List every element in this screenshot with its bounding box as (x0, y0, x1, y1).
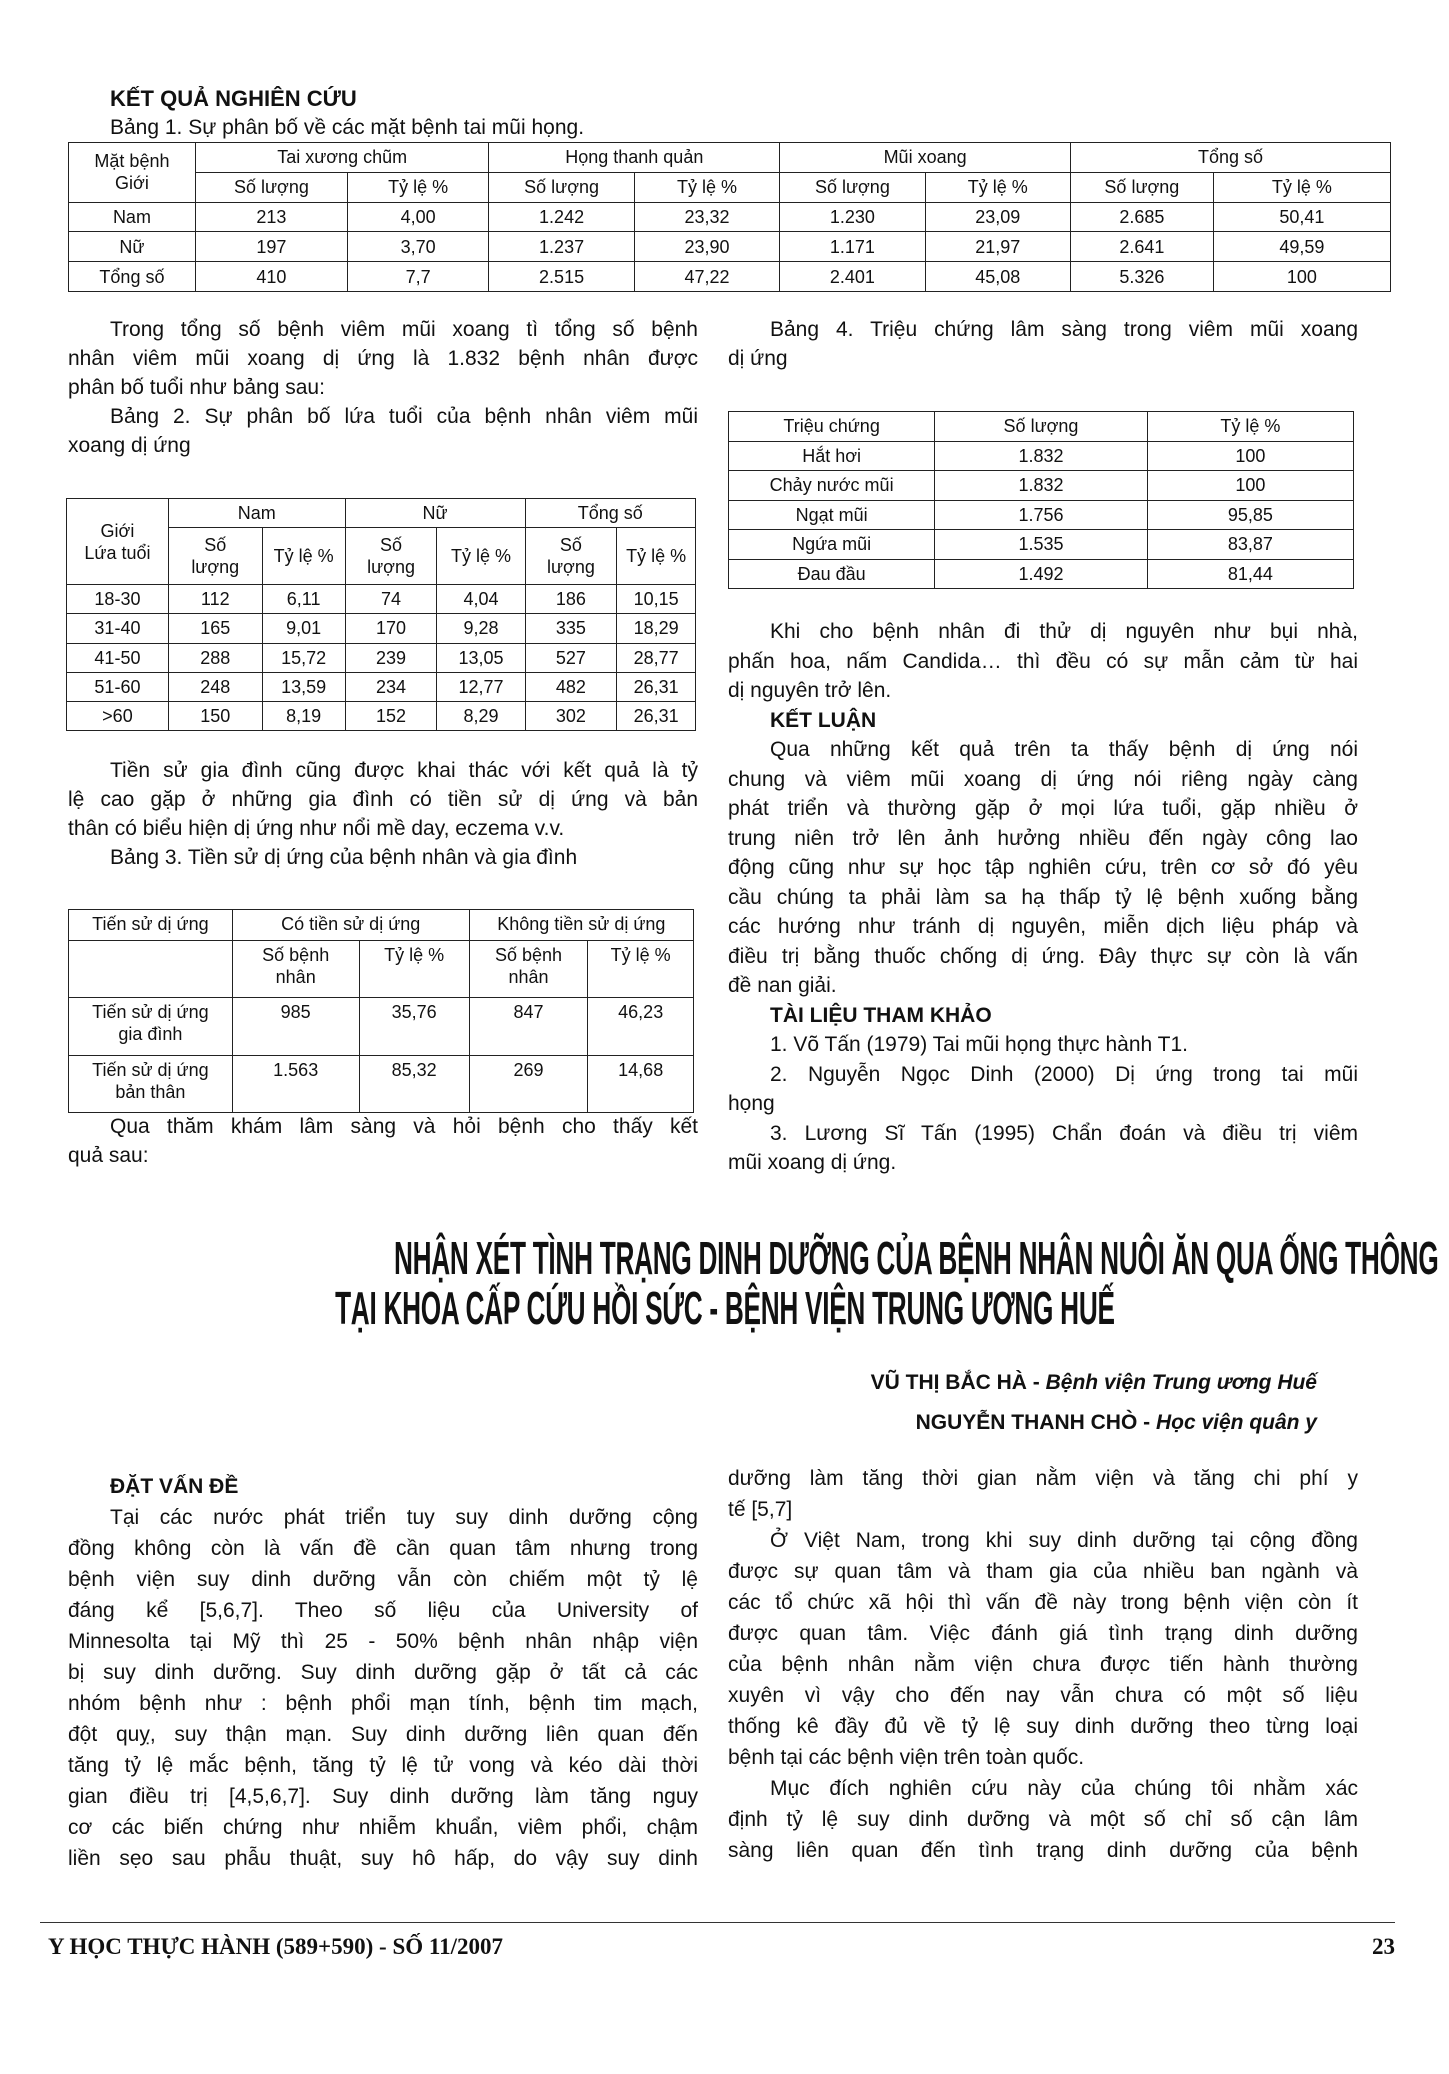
text-line: Ở Việt Nam, trong khi suy dinh dưỡng tại cộng đồng (770, 1529, 1358, 1552)
table-cell: 95,85 (1147, 500, 1353, 530)
article-title-line-2 (0, 1283, 1449, 1333)
table-cell: 23,32 (634, 202, 779, 232)
table-header-row (69, 143, 1391, 173)
table-cell: 482 (525, 672, 617, 701)
text-line: lệ cao gặp ở những gia đình có tiền sử dị ứng và bản (68, 788, 698, 811)
cell-line: Mặt bệnh (94, 151, 170, 172)
text-line: điều trị bằng thuốc chống dị ứng. Đây thực sự còn là vấn (728, 944, 1358, 968)
section-heading: KẾT LUẬN (770, 708, 877, 732)
table-cell: 100 (1213, 262, 1390, 292)
table-header-cell: Tỷ lệ % (437, 528, 525, 585)
table-header-cell (67, 499, 169, 585)
text-line: đáng kể [5,6,7]. Theo số liệu của University of (68, 1599, 698, 1622)
table-cell: 10,15 (617, 585, 696, 614)
table-cell: 335 (525, 614, 617, 643)
section-heading: ĐẶT VẤN ĐỀ (110, 1475, 239, 1498)
text-line: cầu chúng ta phải làm sa hạ thấp tỷ lệ bệnh xuống bằng (728, 885, 1358, 909)
table-cell: 45,08 (925, 262, 1070, 292)
table-header-cell: Tỷ lệ % (925, 172, 1070, 202)
table-cell: Ngứa mũi (729, 530, 935, 560)
table-cell: 152 (345, 701, 437, 730)
table-row (67, 672, 696, 701)
table-header-cell: Tỷ lệ % (1213, 172, 1390, 202)
cell-line: Giới (115, 173, 149, 194)
table-cell: 31-40 (67, 614, 169, 643)
text-line: Mục đích nghiên cứu này của chúng tôi nhằm xác (770, 1777, 1358, 1800)
table-cell: 50,41 (1213, 202, 1390, 232)
table-header-cell: Triệu chứng (729, 412, 935, 442)
table-cell: 9,28 (437, 614, 525, 643)
table-cell: 8,29 (437, 701, 525, 730)
table-cell: 21,97 (925, 232, 1070, 262)
table-header-cell: Tỷ lệ % (359, 941, 469, 998)
table-cell: 288 (168, 643, 262, 672)
author-name: NGUYỄN THANH CHÒ - (915, 1411, 1156, 1434)
table-cell: 8,19 (262, 701, 345, 730)
table-cell: Chảy nước mũi (729, 471, 935, 501)
table-allergy-history (68, 909, 694, 1113)
table-cell: 51-60 (67, 672, 169, 701)
table-cell: 6,11 (262, 585, 345, 614)
cell-line: nhân (508, 967, 549, 988)
table-cell: 100 (1147, 441, 1353, 471)
author-1 (871, 1369, 1317, 1397)
table-cell (69, 998, 233, 1055)
table-header-cell: Nam (168, 499, 345, 528)
section-heading-results: KẾT QUẢ NGHIÊN CỨU (110, 86, 357, 111)
table-row (729, 500, 1354, 530)
table-cell: 1.756 (935, 500, 1148, 530)
text-line: được quan tâm. Việc đánh giá tình trạng dinh dưỡng (728, 1622, 1358, 1645)
text-line: đồng không còn là vấn đề cần quan tâm nhưng trong (68, 1537, 698, 1560)
table-row (67, 614, 696, 643)
table-header-cell: Có tiền sử dị ứng (232, 910, 469, 941)
table-row (69, 1055, 694, 1112)
article-title-line-1 (0, 1233, 1449, 1283)
text-line: liền sẹo sau phẫu thuật, suy hô hấp, do vậy suy dinh (68, 1847, 698, 1870)
table-row (69, 262, 1391, 292)
table-cell: 269 (469, 1055, 588, 1112)
table-cell: 9,01 (262, 614, 345, 643)
text-line: được sự quan tâm và tham gia của nhiều ban ngành và (728, 1560, 1358, 1583)
table-cell: 985 (232, 998, 359, 1055)
table-header-row (69, 910, 694, 941)
left-text-block-3 (68, 1112, 698, 1170)
table-cell: Ngạt mũi (729, 500, 935, 530)
cell-line: Số (204, 535, 227, 556)
table-header-cell: Tỷ lệ % (588, 941, 694, 998)
author-name: VŨ THỊ BẮC HÀ - (870, 1371, 1046, 1394)
table-header-row (67, 499, 696, 528)
cell-line: Lứa tuổi (84, 542, 151, 563)
text-line: thống kê đầy đủ về tỷ lệ suy dinh dưỡng theo từng loại (728, 1715, 1358, 1738)
text-line: chung và viêm mũi xoang dị ứng nói riêng ngày càng (728, 767, 1358, 791)
cell-line: Số (380, 535, 403, 556)
text-line: gian điều trị [4,5,6,7]. Suy dinh dưỡng làm tăng nguy (68, 1785, 698, 1808)
table-cell: 165 (168, 614, 262, 643)
table-header-cell: Không tiền sử dị ứng (469, 910, 693, 941)
table-cell: 18,29 (617, 614, 696, 643)
table-cell: 5.326 (1071, 262, 1214, 292)
text-line: bệnh tại các bệnh viện trên toàn quốc. (728, 1746, 1085, 1769)
text-line: dị ứng (728, 347, 788, 370)
text-line: dưỡng làm tăng thời gian nằm viện và tăng chi phí y (728, 1467, 1358, 1490)
text-line: các hướng như tránh dị nguyên, miễn dịch liệu pháp và (728, 915, 1358, 938)
text-line: phân bố tuổi như bảng sau: (68, 376, 325, 399)
table-header-cell (232, 941, 359, 998)
article2-left-column (68, 1471, 698, 1874)
table-header-cell (69, 143, 196, 203)
table-row (69, 232, 1391, 262)
table-header-cell: Tiến sử dị ứng (69, 910, 233, 941)
text-line: Qua thăm khám lâm sàng và hỏi bệnh cho thấy kết (110, 1115, 698, 1138)
text-line: thân có biểu hiện dị ứng như nổi mề day, eczema v.v. (68, 817, 565, 840)
text-line: đột quỵ, suy thận mạn. Suy dinh dưỡng liên quan đến (68, 1723, 698, 1746)
table-header-cell (345, 528, 437, 585)
table-cell: 1.492 (935, 559, 1148, 589)
table-cell: 410 (195, 262, 347, 292)
text-line: xuyên vì vậy cho đến nay vẫn chưa có một số liệu (728, 1684, 1358, 1707)
table-cell: 1.171 (780, 232, 925, 262)
author-affiliation: Bệnh viện Trung ương Huế (1045, 1371, 1317, 1394)
table-header-cell: Tổng số (525, 499, 696, 528)
table-cell: 3,70 (347, 232, 488, 262)
table-cell: 1.237 (489, 232, 634, 262)
cell-line: lượng (546, 557, 595, 578)
table-cell: 2.685 (1071, 202, 1214, 232)
table-cell: 2.641 (1071, 232, 1214, 262)
table-header-row (729, 412, 1354, 442)
table-cell: 83,87 (1147, 530, 1353, 560)
text-line: Trong tổng số bệnh viêm mũi xoang tì tổng số bệnh (110, 318, 698, 341)
cell-line: Tiến sử dị ứng (92, 1059, 209, 1080)
table-row (729, 530, 1354, 560)
table-cell (69, 1055, 233, 1112)
table-cell: 18-30 (67, 585, 169, 614)
table-header-cell: Tỷ lệ % (617, 528, 696, 585)
table-header-cell: Tỷ lệ % (634, 172, 779, 202)
table-cell: 35,76 (359, 998, 469, 1055)
text-line: bệnh viện suy dinh dưỡng vẫn còn chiếm một tỷ lệ (68, 1568, 698, 1591)
table-header-row (69, 172, 1391, 202)
table-cell: >60 (67, 701, 169, 730)
table-row (729, 471, 1354, 501)
table-age-distribution (66, 498, 696, 731)
table-cell: 81,44 (1147, 559, 1353, 589)
cell-line: Giới (100, 520, 135, 541)
table-cell: 234 (345, 672, 437, 701)
table-cell: 302 (525, 701, 617, 730)
table-cell: 1.242 (489, 202, 634, 232)
table-header-cell: Tỷ lệ % (347, 172, 488, 202)
cell-line: nhân (275, 967, 316, 988)
table-cell: 1.832 (935, 471, 1148, 501)
table-cell: 74 (345, 585, 437, 614)
cell-line: gia đình (118, 1024, 183, 1045)
table-header-cell (525, 528, 617, 585)
table-header-cell: Họng thanh quản (489, 143, 780, 173)
table-cell: 239 (345, 643, 437, 672)
table-header-cell: Tỷ lệ % (1147, 412, 1353, 442)
text-line: 2. Nguyễn Ngọc Dinh (2000) Dị ứng trong tai mũi (770, 1062, 1358, 1086)
table-cell: 12,77 (437, 672, 525, 701)
table-cell: 1.230 (780, 202, 925, 232)
table-cell: 2.401 (780, 262, 925, 292)
table-cell: 13,05 (437, 643, 525, 672)
cell-line: Số (559, 535, 582, 556)
table1-caption: Bảng 1. Sự phân bố về các mặt bệnh tai mũi họng. (110, 116, 585, 139)
text-line: Tiền sử gia đình cũng được khai thác với kết quả là tỷ (110, 759, 698, 782)
table-cell: Hắt hơi (729, 441, 935, 471)
table-header-cell: Số lượng (489, 172, 634, 202)
cell-line: Số bệnh (494, 945, 563, 966)
cell-line: lượng (191, 557, 240, 578)
table-header-cell: Mũi xoang (780, 143, 1071, 173)
table-row (67, 643, 696, 672)
text-line: định tỷ lệ suy dinh dưỡng và một số chỉ số cận lâm (728, 1808, 1358, 1831)
text-line: Bảng 2. Sự phân bố lứa tuổi của bệnh nhân viêm mũi (110, 405, 698, 428)
table-header-cell: Số lượng (935, 412, 1148, 442)
article2-right-column (728, 1463, 1358, 1866)
table-cell: 213 (195, 202, 347, 232)
table-row (729, 559, 1354, 589)
text-line: nhân viêm mũi xoang dị ứng là 1.832 bệnh nhân được (68, 347, 698, 370)
section-heading: TÀI LIỆU THAM KHẢO (770, 1003, 992, 1027)
text-line: tế [5,7] (728, 1498, 793, 1521)
table-header-cell: Tỷ lệ % (262, 528, 345, 585)
text-line: quả sau: (68, 1144, 149, 1167)
text-line: nhóm bệnh như : bệnh phổi mạn tính, bệnh tim mạch, (68, 1692, 698, 1715)
table-cell: Tổng số (69, 262, 196, 292)
table-header-cell (469, 941, 588, 998)
text-line: dị nguyên trở lên. (728, 679, 892, 702)
table-cell: 85,32 (359, 1055, 469, 1112)
title-text: TẠI KHOA CẤP CỨU HỒI SỨC - BỆNH VIỆN TRUNG ƯƠNG HUẾ (334, 1282, 1115, 1334)
text-line: phấn hoa, nấm Candida… thì đều có sự mẫn cảm từ hai (728, 649, 1358, 673)
table-cell: 150 (168, 701, 262, 730)
text-line: xoang dị ứng (68, 434, 191, 457)
table-header-cell: Số lượng (1071, 172, 1214, 202)
table-cell: 23,90 (634, 232, 779, 262)
cell-line: Tiến sử dị ứng (92, 1002, 209, 1023)
table-cell: 248 (168, 672, 262, 701)
table-header-cell: Số lượng (780, 172, 925, 202)
table-row (67, 585, 696, 614)
right-text-block-1 (728, 315, 1358, 373)
table-header-cell: Tổng số (1071, 143, 1391, 173)
table-header-cell: Tai xương chũm (195, 143, 488, 173)
table-cell: 46,23 (588, 998, 694, 1055)
right-text-block-2 (728, 617, 1358, 1178)
text-line: Minnesolta tại Mỹ thì 25 - 50% bệnh nhân nhập viện (68, 1630, 698, 1653)
cell-line: bản thân (115, 1081, 186, 1102)
table-cell: 2.515 (489, 262, 634, 292)
table-cell: 4,00 (347, 202, 488, 232)
table-row (69, 202, 1391, 232)
title-text: NHẬN XÉT TÌNH TRẠNG DINH DƯỠNG CỦA BỆNH NHÂN NUÔI ĂN QUA ỐNG THÔNG (393, 1232, 1439, 1284)
text-line: Khi cho bệnh nhân đi thử dị nguyên như bụi nhà, (770, 620, 1358, 643)
left-text-block-2 (68, 756, 698, 872)
left-text-block-1 (68, 315, 698, 460)
table-clinical-symptoms (728, 411, 1354, 589)
table-cell: 847 (469, 998, 588, 1055)
footer-journal: Y HỌC THỰC HÀNH (589+590) - SỐ 11/2007 (48, 1934, 504, 1959)
text-line: Tại các nước phát triển tuy suy dinh dưỡng cộng (110, 1506, 698, 1529)
author-affiliation: Học viện quân y (1155, 1411, 1317, 1434)
table-header-cell (69, 941, 233, 998)
table-cell: 15,72 (262, 643, 345, 672)
text-line: sàng liên quan đến tình trạng dinh dưỡng của bệnh (728, 1839, 1358, 1862)
table-cell: 26,31 (617, 701, 696, 730)
table-cell: Đau đầu (729, 559, 935, 589)
table-cell: 47,22 (634, 262, 779, 292)
table-cell: 1.832 (935, 441, 1148, 471)
table-cell: 1.535 (935, 530, 1148, 560)
text-line: Bảng 4. Triệu chứng lâm sàng trong viêm mũi xoang (770, 318, 1358, 341)
text-line: Qua những kết quả trên ta thấy bệnh dị ứng nói (770, 738, 1358, 761)
cell-line: Số bệnh (262, 945, 330, 966)
text-line: đề nan giải. (728, 974, 837, 997)
table-row (67, 701, 696, 730)
table-cell: 14,68 (588, 1055, 694, 1112)
table-row (729, 441, 1354, 471)
page-number: 23 (1372, 1934, 1395, 1959)
table-cell: 41-50 (67, 643, 169, 672)
table-cell: 186 (525, 585, 617, 614)
text-line: của bệnh nhân nằm viện chưa được tiến hành thường (728, 1653, 1358, 1676)
table-header-cell: Nữ (345, 499, 525, 528)
table-cell: Nữ (69, 232, 196, 262)
table-cell: 170 (345, 614, 437, 643)
table-header-row (69, 941, 694, 998)
table-cell: 1.563 (232, 1055, 359, 1112)
text-line: Bảng 3. Tiền sử dị ứng của bệnh nhân và gia đình (110, 846, 578, 869)
text-line: động cũng như sự học tập nghiên cứu, trên cơ sở đó yêu (728, 856, 1358, 879)
table-ent-disease-distribution (68, 142, 1391, 292)
cell-line: lượng (367, 557, 415, 578)
table-cell: 26,31 (617, 672, 696, 701)
table-row (69, 998, 694, 1055)
text-line: bị suy dinh dưỡng. Suy dinh dưỡng gặp ở tất cả các (68, 1661, 698, 1684)
table-cell: 527 (525, 643, 617, 672)
author-2 (916, 1409, 1317, 1437)
text-line: trung niên trở lên ảnh hưởng nhiều đến ngày công lao (728, 826, 1358, 850)
table-cell: 28,77 (617, 643, 696, 672)
text-line: họng (728, 1092, 775, 1115)
table-header-cell: Số lượng (195, 172, 347, 202)
table-cell: 49,59 (1213, 232, 1390, 262)
footer-divider (40, 1922, 1395, 1923)
text-line: phát triển và thường gặp ở mọi lứa tuổi, gặp nhiều ở (728, 797, 1358, 820)
text-line: 3. Lương Sĩ Tấn (1995) Chẩn đoán và điều trị viêm (770, 1121, 1358, 1145)
table-cell: 197 (195, 232, 347, 262)
text-line: cơ các biến chứng như nhiễm khuẩn, viêm phổi, chậm (68, 1816, 698, 1839)
table-cell: 100 (1147, 471, 1353, 501)
table-cell: 7,7 (347, 262, 488, 292)
text-line: 1. Võ Tấn (1979) Tai mũi họng thực hành T1. (770, 1033, 1188, 1056)
table-cell: 112 (168, 585, 262, 614)
table-header-cell (168, 528, 262, 585)
table-cell: 13,59 (262, 672, 345, 701)
text-line: tăng tỷ lệ mắc bệnh, tăng tỷ lệ tử vong và kéo dài thời (68, 1754, 698, 1777)
text-line: các tổ chức xã hội thì vấn đề này trong bệnh viện còn ít (728, 1591, 1358, 1614)
table-cell: 4,04 (437, 585, 525, 614)
table-cell: 23,09 (925, 202, 1070, 232)
table-cell: Nam (69, 202, 196, 232)
text-line: mũi xoang dị ứng. (728, 1151, 897, 1174)
